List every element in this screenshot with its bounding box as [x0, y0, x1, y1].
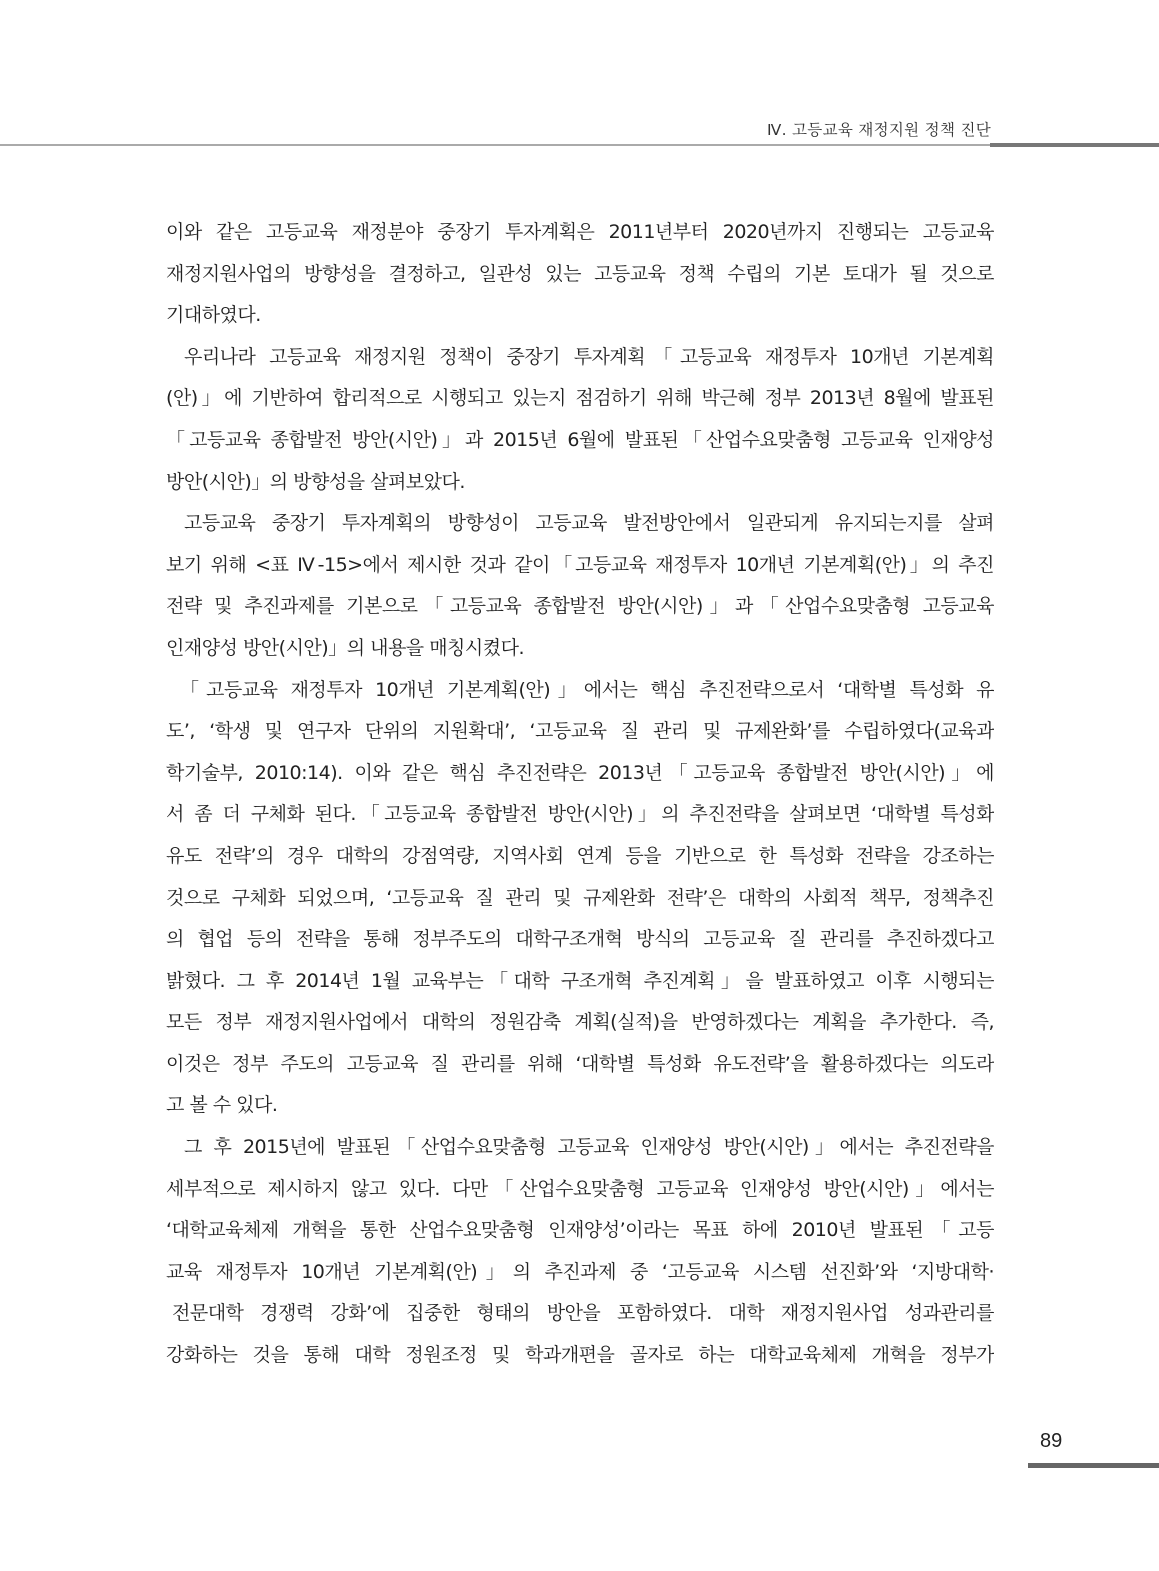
- header-rule: [0, 144, 990, 146]
- text-line: 서 좀 더 구체화 된다.「고등교육 종합발전 방안(시안)」의 추진전략을 살펴보면 ‘대학별 특성화: [166, 803, 994, 826]
- text-line: 이와 같은 고등교육 재정분야 중장기 투자계획은 2011년부터 2020년까지 진행되는 고등교육: [166, 221, 994, 243]
- running-header: Ⅳ. 고등교육 재정지원 정책 진단: [766, 121, 991, 139]
- text-line: 보기 위해 <표 Ⅳ-15>에서 제시한 것과 같이「고등교육 재정투자 10개년 기본계획(안)」의 추진: [166, 553, 994, 576]
- text-line: 고등교육 중장기 투자계획의 방향성이 고등교육 발전방안에서 일관되게 유지되는지를 살펴: [184, 512, 994, 535]
- text-line: 방안(시안)」의 방향성을 살펴보았다.: [166, 470, 465, 493]
- text-line: 「고등교육 재정투자 10개년 기본계획(안)」에서는 핵심 추진전략으로서 ‘대학별 특성화 유: [180, 678, 994, 701]
- text-line: 전략 및 추진과제를 기본으로「고등교육 종합발전 방안(시안)」과「산업수요맞춤형 고등교육: [166, 595, 994, 618]
- text-line: 인재양성 방안(시안)」의 내용을 매칭시켰다.: [166, 636, 525, 659]
- text-line: 「고등교육 종합발전 방안(시안)」과 2015년 6월에 발표된「산업수요맞춤형 고등교육 인재양성: [166, 428, 994, 451]
- text-line: 전문대학 경쟁력 강화’에 집중한 형태의 방안을 포함하였다. 대학 재정지원사업 성과관리를: [172, 1302, 994, 1325]
- text-line: 의 협업 등의 전략을 통해 정부주도의 대학구조개혁 방식의 고등교육 질 관리를 추진하겠다고: [166, 928, 994, 951]
- text-line: 기대하였다.: [166, 304, 261, 327]
- text-line: 밝혔다. 그 후 2014년 1월 교육부는「대학 구조개혁 추진계획」을 발표하였고 이후 시행되는: [166, 969, 994, 992]
- text-line: 재정지원사업의 방향성을 결정하고, 일관성 있는 고등교육 정책 수립의 기본 토대가 될 것으로: [166, 262, 994, 285]
- text-line: 도’, ‘학생 및 연구자 단위의 지원확대’, ‘고등교육 질 관리 및 규제완화’를 수립하였다(교육과: [166, 720, 994, 743]
- text-line: 유도 전략’의 경우 대학의 강점역량, 지역사회 연계 등을 기반으로 한 특성화 전략을 강조하는: [166, 844, 994, 867]
- text-line: 그 후 2015년에 발표된「산업수요맞춤형 고등교육 인재양성 방안(시안)」에서는 추진전략을: [184, 1136, 994, 1159]
- text-line: (안)」에 기반하여 합리적으로 시행되고 있는지 점검하기 위해 박근혜 정부 2013년 8월에 발표된: [166, 387, 994, 410]
- text-line: 우리나라 고등교육 재정지원 정책이 중장기 투자계획「고등교육 재정투자 10개년 기본계획: [184, 345, 994, 368]
- text-line: 학기술부, 2010:14). 이와 같은 핵심 추진전략은 2013년「고등교육 종합발전 방안(시안)」에: [166, 761, 994, 784]
- text-line: 강화하는 것을 통해 대학 정원조정 및 학과개편을 골자로 하는 대학교육체제 개혁을 정부가: [166, 1344, 994, 1367]
- header-rule-accent: [990, 143, 1159, 147]
- text-line: 모든 정부 재정지원사업에서 대학의 정원감축 계획(실적)을 반영하겠다는 계획을 추가한다. 즉,: [166, 1011, 994, 1034]
- text-line: ‘대학교육체제 개혁을 통한 산업수요맞춤형 인재양성’이라는 목표 하에 2010년 발표된「고등: [166, 1219, 994, 1242]
- text-line: 고 볼 수 있다.: [166, 1094, 278, 1117]
- text-line: 교육 재정투자 10개년 기본계획(안)」의 추진과제 중 ‘고등교육 시스템 선진화’와 ‘지방대학·: [166, 1260, 994, 1283]
- text-line: 것으로 구체화 되었으며, ‘고등교육 질 관리 및 규제완화 전략’은 대학의 사회적 책무, 정책추진: [166, 886, 994, 909]
- text-line: 이것은 정부 주도의 고등교육 질 관리를 위해 ‘대학별 특성화 유도전략’을 활용하겠다는 의도라: [166, 1052, 994, 1075]
- body-text: [166, 212, 994, 1377]
- text-line: 세부적으로 제시하지 않고 있다. 다만「산업수요맞춤형 고등교육 인재양성 방안(시안)」에서는: [166, 1177, 994, 1200]
- footer-rule: [1028, 1463, 1159, 1468]
- page-number: 89: [1040, 1430, 1063, 1452]
